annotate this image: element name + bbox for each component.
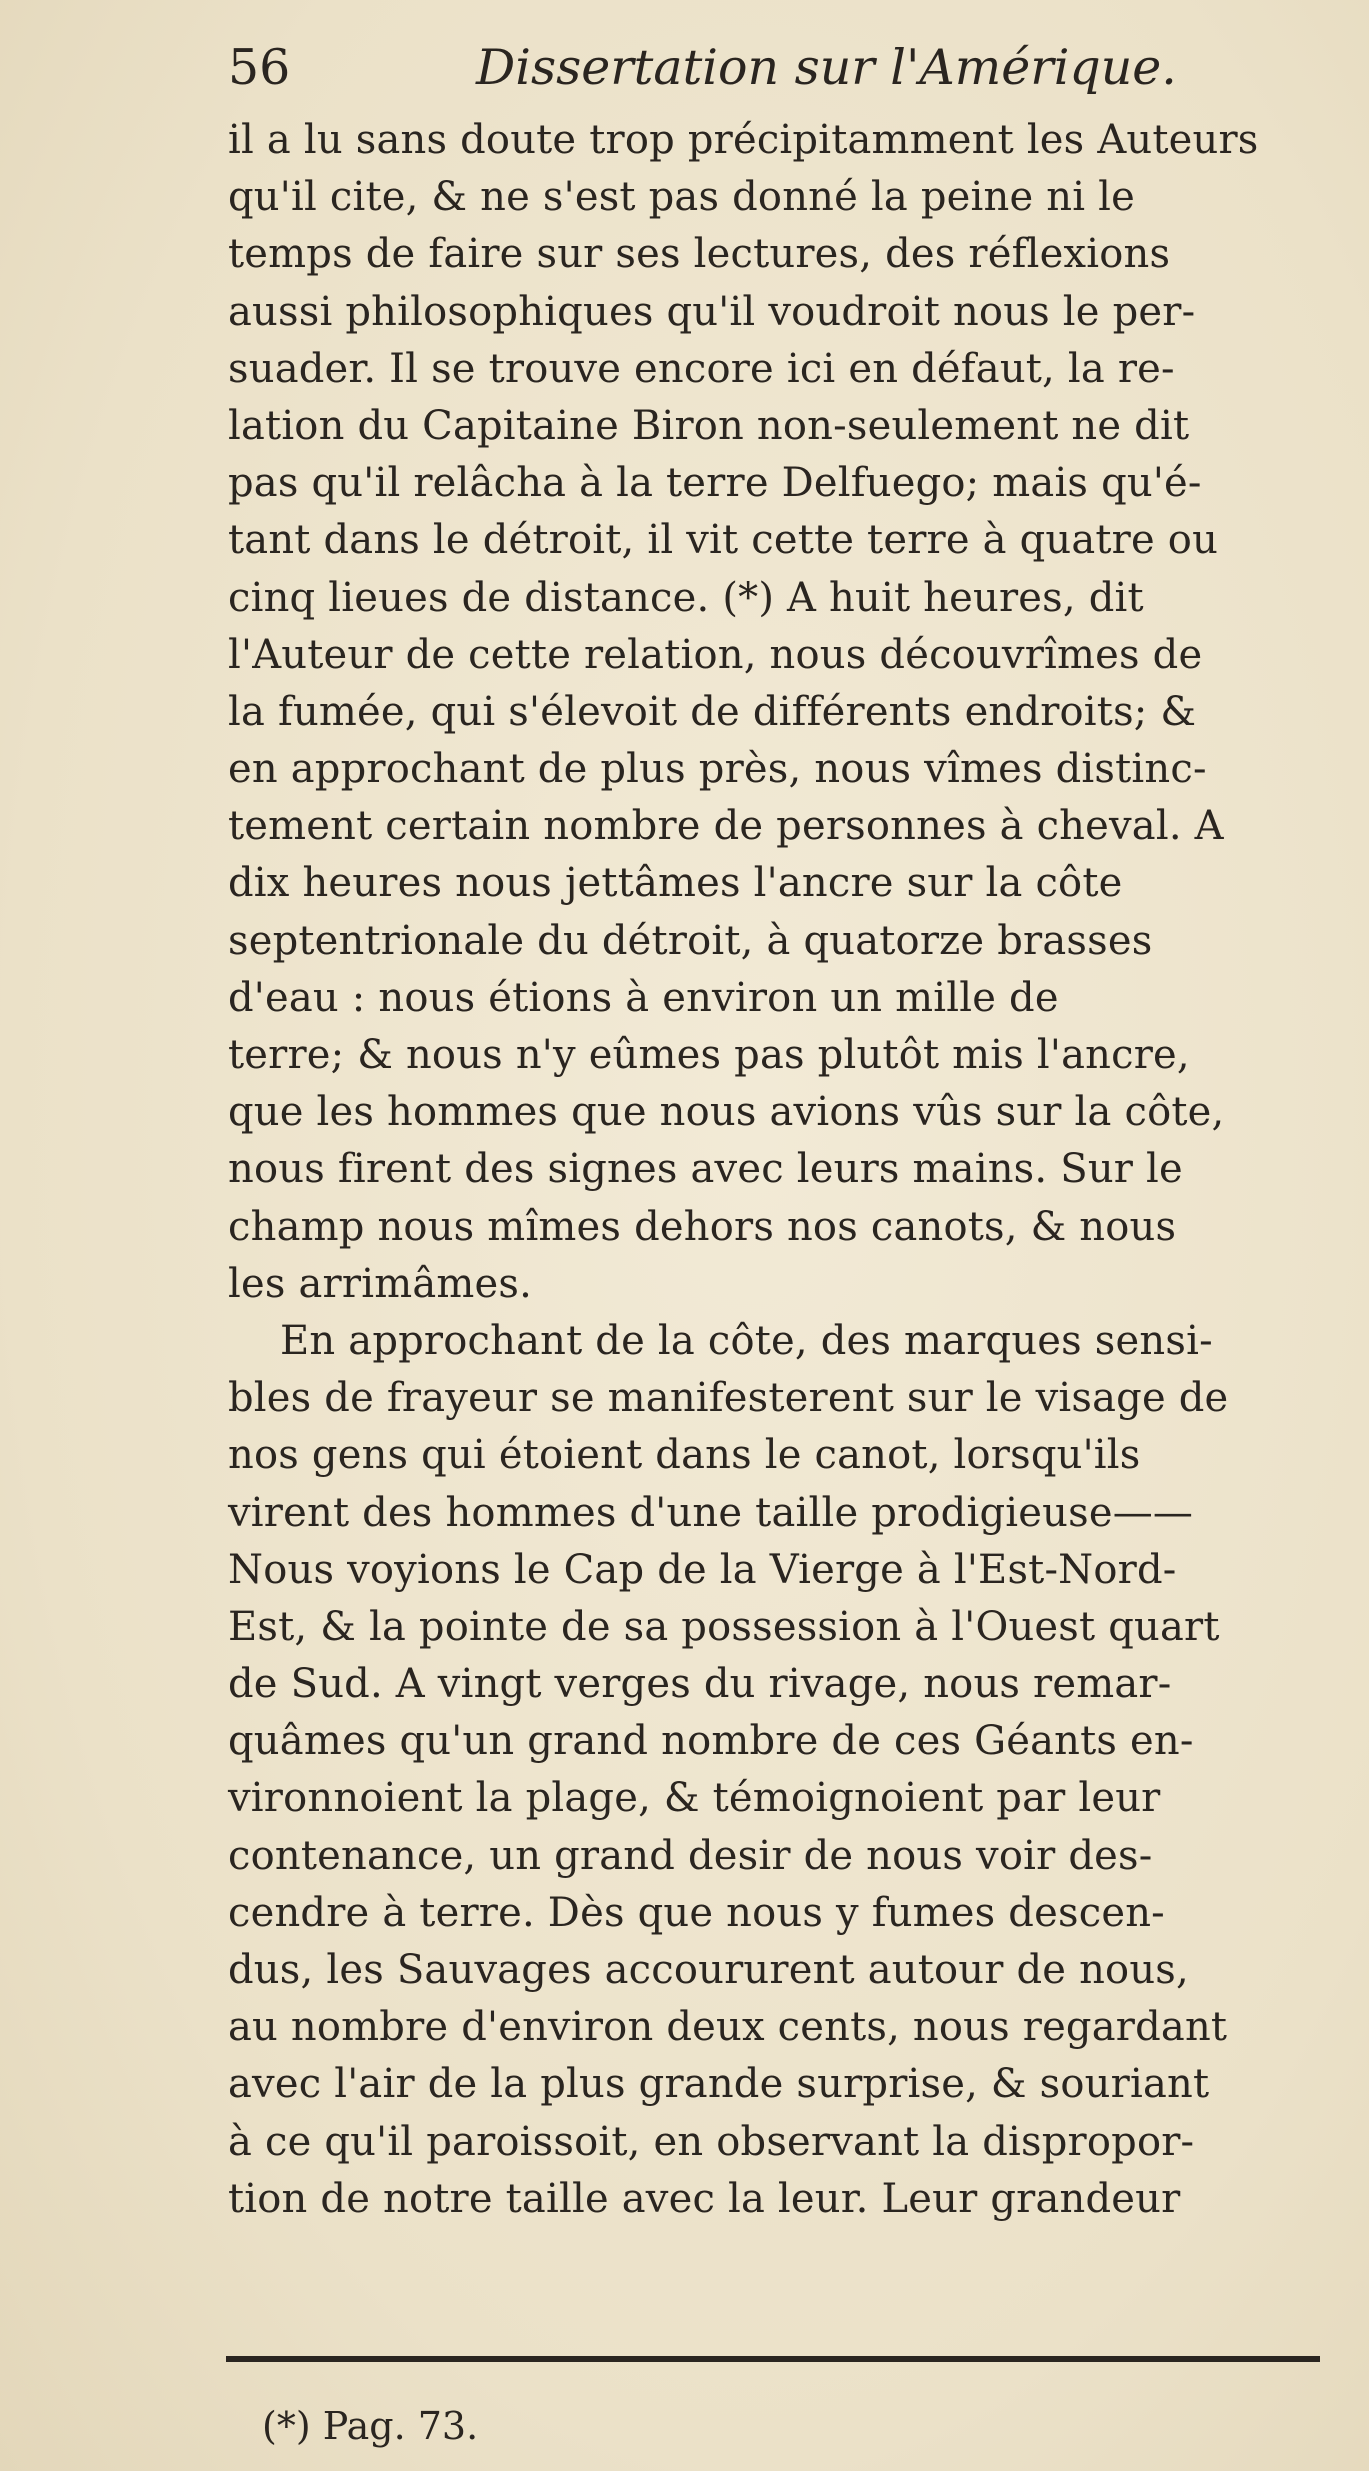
text-line: septentrionale du détroit, à quatorze brasses: [228, 917, 1153, 964]
text-line: la fumée, qui s'élevoit de différents endroits; &: [228, 688, 1197, 735]
text-line: de Sud. A vingt verges du rivage, nous remar-: [228, 1661, 1172, 1708]
text-line: d'eau : nous étions à environ un mille de: [228, 974, 1059, 1021]
text-line: tement certain nombre de personnes à cheval. A: [228, 803, 1224, 850]
text-line: vironnoient la plage, & témoignoient par leur: [228, 1775, 1161, 1822]
text-line: dix heures nous jettâmes l'ancre sur la côte: [228, 860, 1123, 907]
text-line: en approchant de plus près, nous vîmes distinc-: [228, 746, 1207, 793]
text-line: nous firent des signes avec leurs mains. Sur le: [228, 1146, 1183, 1193]
text-line: terre; & nous n'y eûmes pas plutôt mis l'ancre,: [228, 1032, 1190, 1078]
text-line: suader. Il se trouve encore ici en défaut, la re-: [228, 345, 1175, 392]
text-line: à ce qu'il paroissoit, en observant la dispropor-: [228, 2118, 1195, 2165]
text-line: qu'il cite, & ne s'est pas donné la peine ni le: [228, 174, 1136, 221]
text-line: Nous voyions le Cap de la Vierge à l'Est-Nord-: [228, 1546, 1177, 1593]
text-line: il a lu sans doute trop précipitamment les Auteurs: [228, 117, 1259, 163]
text-line: cendre à terre. Dès que nous y fumes descen-: [228, 1889, 1165, 1936]
text-line: que les hommes que nous avions vûs sur la côte,: [228, 1089, 1225, 1136]
text-line: cinq lieues de distance. (*) A huit heures, dit: [228, 574, 1144, 621]
text-line: lation du Capitaine Biron non-seulement ne dit: [228, 402, 1190, 449]
text-line: pas qu'il relâcha à la terre Delfuego; mais qu'é-: [228, 460, 1202, 507]
text-line: bles de frayeur se manifesterent sur le visage de: [228, 1375, 1229, 1422]
text-line: temps de faire sur ses lectures, des réflexions: [228, 231, 1171, 278]
text-line: aussi philosophiques qu'il voudroit nous le per-: [228, 288, 1196, 335]
text-line: contenance, un grand desir de nous voir des-: [228, 1832, 1153, 1879]
text-line: tion de notre taille avec la leur. Leur grandeur: [228, 2175, 1181, 2222]
text-line: tant dans le détroit, il vit cette terre à quatre ou: [228, 517, 1219, 564]
footnote-rule: [226, 2356, 1320, 2362]
text-line: l'Auteur de cette relation, nous découvrîmes de: [228, 631, 1203, 678]
text-line: champ nous mîmes dehors nos canots, & nous: [228, 1203, 1177, 1250]
text-line: En approchant de la côte, des marques sensi-: [280, 1317, 1213, 1364]
page-number: 56: [228, 39, 291, 96]
text-line: virent des hommes d'une taille prodigieuse——: [228, 1489, 1194, 1536]
footnote: (*) Pag. 73.: [262, 2404, 479, 2448]
text-line: avec l'air de la plus grande surprise, & souriant: [228, 2061, 1210, 2108]
text-line: les arrimâmes.: [228, 1260, 533, 1307]
text-line: nos gens qui étoient dans le canot, lorsqu'ils: [228, 1432, 1141, 1479]
text-line: dus, les Sauvages accoururent autour de nous,: [228, 1947, 1189, 1993]
text-line: Est, & la pointe de sa possession à l'Ouest quart: [228, 1603, 1220, 1650]
running-title: Dissertation sur l'Amérique.: [476, 39, 1177, 96]
text-line: au nombre d'environ deux cents, nous regardant: [228, 2004, 1228, 2051]
body-text: [228, 112, 1328, 2228]
text-line: quâmes qu'un grand nombre de ces Géants en-: [228, 1718, 1194, 1765]
page-header: [228, 28, 1177, 108]
